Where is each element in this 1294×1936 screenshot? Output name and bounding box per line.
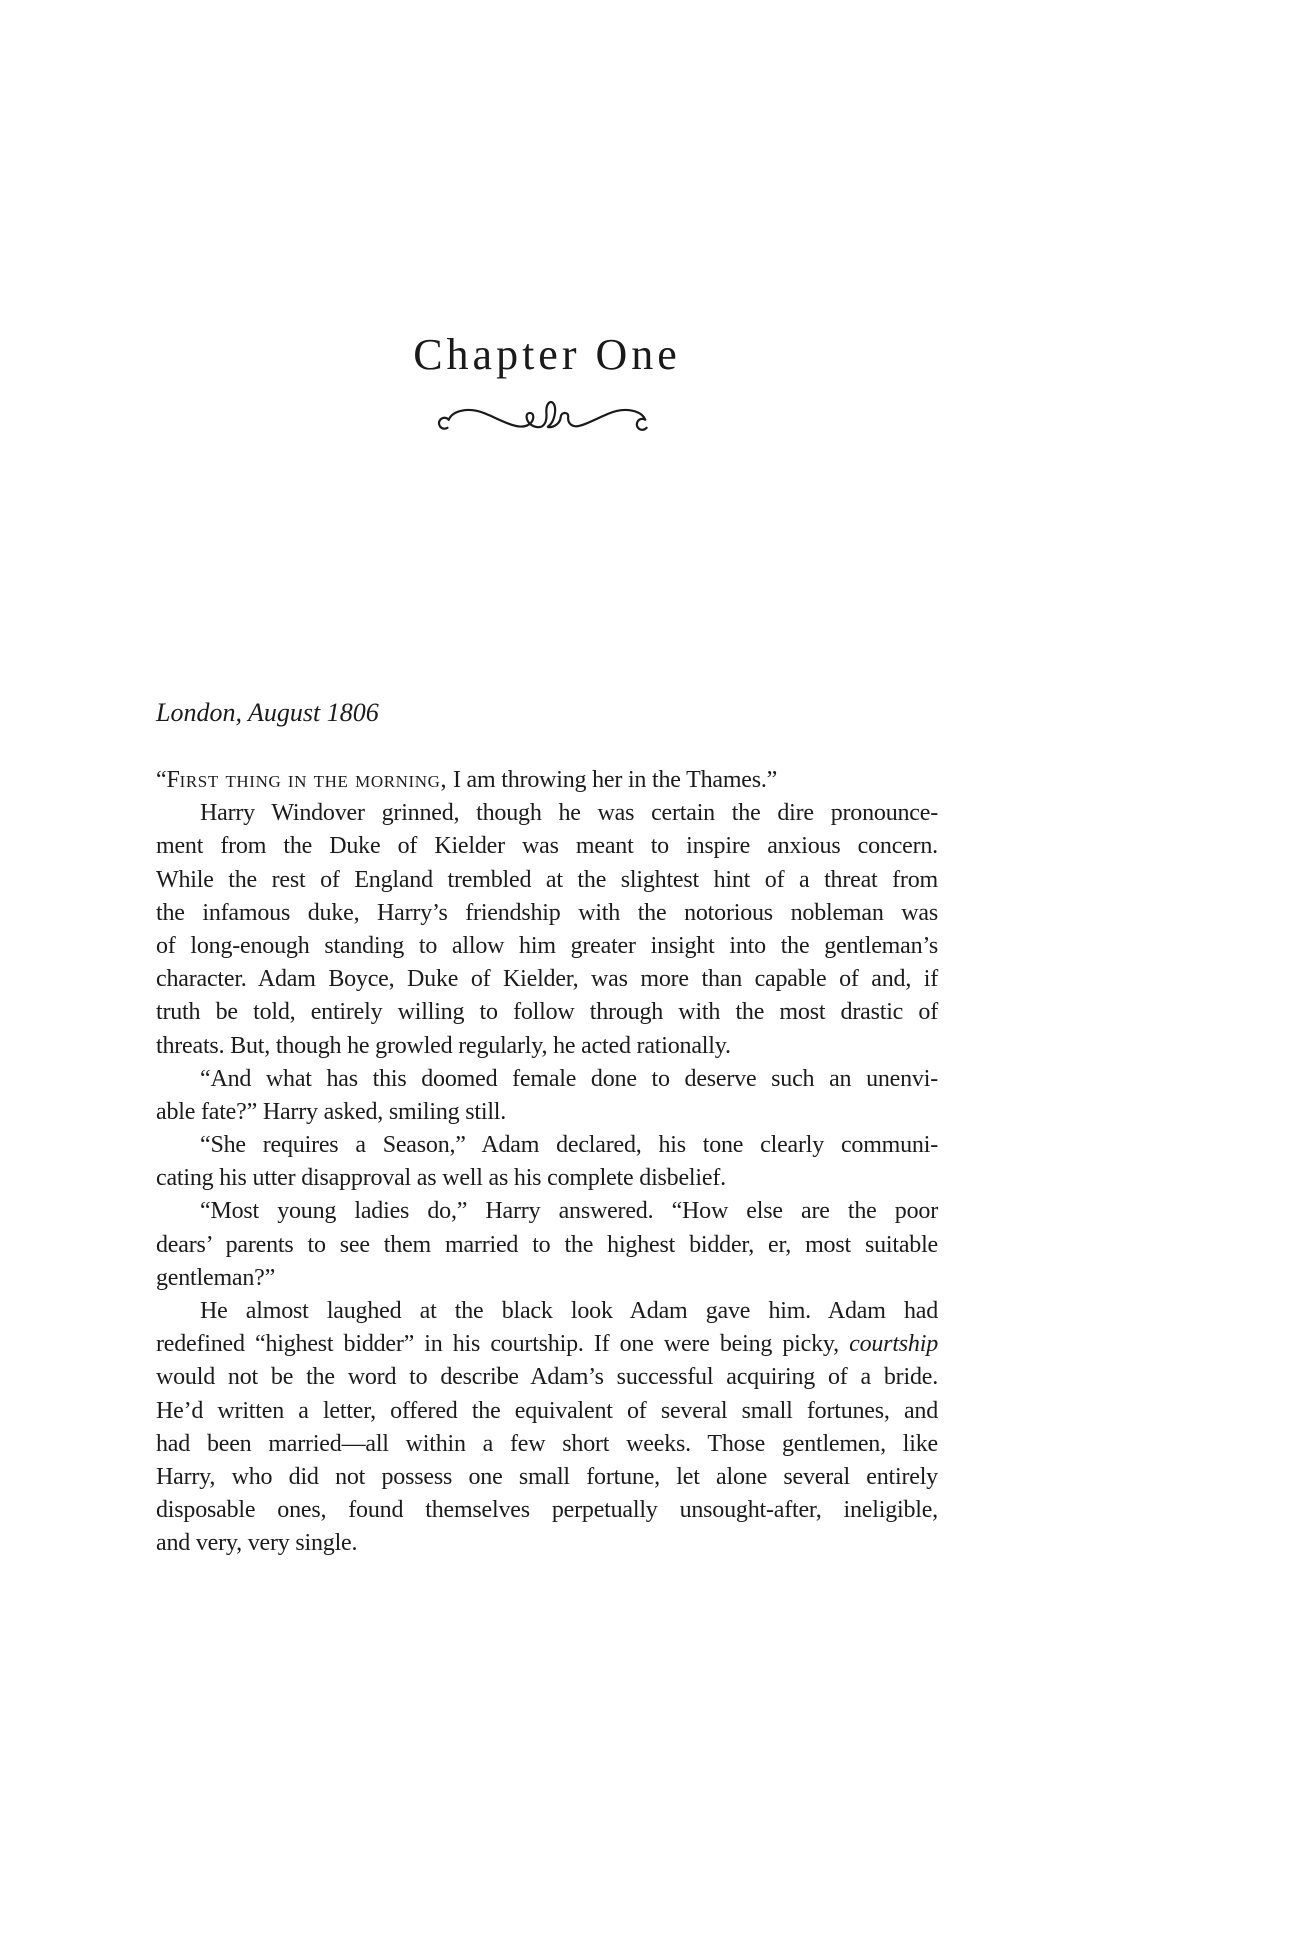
text-segment: redefined “highest bidder” in his courtship. If one were being picky, <box>156 1331 850 1358</box>
text-segment: of long-enough standing to allow him greater insight into the gentleman’s <box>156 932 938 959</box>
text-segment: ment from the Duke of Kielder was meant to inspire anxious concern. <box>156 833 938 860</box>
text-line <box>156 864 938 897</box>
text-line <box>156 1527 938 1560</box>
chapter-ornament <box>156 388 938 449</box>
text-line <box>156 1262 938 1295</box>
text-line <box>156 764 938 797</box>
text-segment: He’d written a letter, offered the equivalent of several small fortunes, and <box>156 1397 938 1424</box>
text-line <box>156 930 938 963</box>
text-segment: “Most young ladies do,” Harry answered. “How else are the poor <box>200 1198 938 1225</box>
text-line <box>156 1361 938 1394</box>
text-segment: “F <box>156 767 180 793</box>
text-segment: Harry, who did not possess one small fortune, let alone several entirely <box>156 1463 938 1490</box>
text-segment: Harry Windover grinned, though he was certain the dire pronounce- <box>200 800 938 827</box>
text-segment: able fate?” Harry asked, smiling still. <box>156 1098 507 1125</box>
text-line <box>156 1461 938 1494</box>
chapter-title: Chapter One <box>413 330 681 380</box>
text-line <box>156 1295 938 1328</box>
text-segment: While the rest of England trembled at the slightest hint of a threat from <box>156 866 938 893</box>
text-segment: dears’ parents to see them married to the highest bidder, er, most suitable <box>156 1231 938 1258</box>
text-line <box>156 897 938 930</box>
text-segment: character. Adam Boyce, Duke of Kielder, was more than capable of and, if <box>156 966 938 993</box>
text-segment: cating his utter disapproval as well as his complete disbelief. <box>156 1165 726 1192</box>
text-segment: “And what has this doomed female done to deserve such an unenvi- <box>200 1065 938 1092</box>
text-line <box>156 1162 938 1195</box>
text-line <box>156 996 938 1029</box>
text-segment: truth be told, entirely willing to follow through with the most drastic of <box>156 999 938 1026</box>
italic-text: courtship <box>849 1331 938 1358</box>
text-segment: threats. But, though he growled regularly, he acted rationally. <box>156 1032 731 1059</box>
text-segment: and very, very single. <box>156 1530 358 1557</box>
text-line <box>156 1195 938 1228</box>
text-line <box>156 1129 938 1162</box>
dateline: London, August 1806 <box>156 698 379 727</box>
text-line <box>156 1096 938 1129</box>
text-segment: I am throwing her in the Thames.” <box>447 767 778 793</box>
smallcaps-text: irst thing in the morning, <box>179 767 448 793</box>
text-segment: disposable ones, found themselves perpetually unsought-after, ineligible, <box>156 1497 938 1524</box>
text-line <box>156 1030 938 1063</box>
text-line <box>156 1395 938 1428</box>
text-segment: gentleman?” <box>156 1264 276 1291</box>
text-line <box>156 797 938 830</box>
text-line <box>156 1229 938 1262</box>
book-page <box>156 0 938 1936</box>
text-segment: would not be the word to describe Adam’s successful acquiring of a bride. <box>156 1364 938 1391</box>
text-segment: had been married—all within a few short weeks. Those gentlemen, like <box>156 1430 938 1457</box>
text-segment: He almost laughed at the black look Adam gave him. Adam had <box>200 1298 938 1324</box>
text-line <box>156 963 938 996</box>
flourish-divider-icon <box>421 388 673 444</box>
text-line <box>156 1428 938 1461</box>
text-line <box>156 830 938 863</box>
paragraphs <box>156 764 938 1561</box>
text-line <box>156 1328 938 1361</box>
text-line <box>156 1494 938 1527</box>
text-segment: the infamous duke, Harry’s friendship with the notorious nobleman was <box>156 899 938 926</box>
text-segment: “She requires a Season,” Adam declared, his tone clearly communi- <box>200 1132 938 1159</box>
text-line <box>156 1063 938 1096</box>
